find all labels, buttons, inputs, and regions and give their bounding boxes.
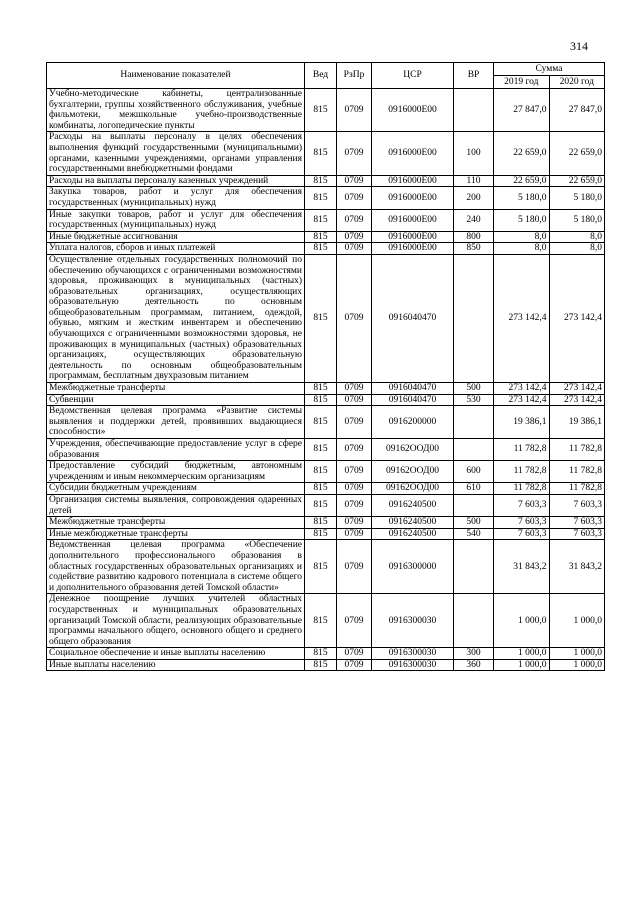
row-rzpr: 0709: [337, 461, 372, 483]
row-sum-2020: 273 142,4: [549, 254, 605, 382]
row-sum-2020: 8,0: [549, 243, 605, 255]
row-ved: 815: [305, 439, 337, 461]
table-row: [47, 528, 605, 540]
row-csr: 0916240500: [372, 517, 454, 529]
row-csr: 09162ООД00: [372, 461, 454, 483]
row-rzpr: 0709: [337, 648, 372, 660]
row-ved: 815: [305, 243, 337, 255]
header-ved: Вед: [305, 63, 337, 89]
row-sum-2019: 8,0: [494, 231, 550, 243]
table-row: [47, 383, 605, 395]
row-sum-2020: 1 000,0: [549, 659, 605, 671]
table-row: [47, 461, 605, 483]
row-name: Учреждения, обеспечивающие предоставление услуг в сфере образования: [47, 439, 305, 461]
row-sum-2020: 11 782,8: [549, 461, 605, 483]
row-csr: 09162ООД00: [372, 483, 454, 495]
table-row: [47, 517, 605, 529]
row-name: Расходы на выплаты персоналу казенных учреждений: [47, 175, 305, 187]
row-name: Иные выплаты населению: [47, 659, 305, 671]
row-ved: 815: [305, 89, 337, 132]
table-header: [47, 63, 605, 89]
row-sum-2019: 31 843,2: [494, 540, 550, 594]
table-row: [47, 175, 605, 187]
row-vr: 610: [454, 483, 494, 495]
row-sum-2020: 273 142,4: [549, 383, 605, 395]
row-vr: 200: [454, 187, 494, 209]
row-vr: 240: [454, 209, 494, 231]
table-row: [47, 132, 605, 175]
row-rzpr: 0709: [337, 209, 372, 231]
header-vr: ВР: [454, 63, 494, 89]
row-rzpr: 0709: [337, 383, 372, 395]
row-vr: 500: [454, 383, 494, 395]
row-csr: 0916300030: [372, 648, 454, 660]
table-row: [47, 243, 605, 255]
row-name: Иные бюджетные ассигнования: [47, 231, 305, 243]
row-csr: 0916000Е00: [372, 132, 454, 175]
row-rzpr: 0709: [337, 132, 372, 175]
header-sum: Сумма: [494, 63, 605, 76]
row-ved: 815: [305, 187, 337, 209]
row-name: Расходы на выплаты персоналу в целях обеспечения выполнения функций государственными (муниципальными) органами, казенными учреждениями, органами управления государственными внебюджетными фондами: [47, 132, 305, 175]
row-csr: 0916200000: [372, 406, 454, 439]
row-sum-2019: 8,0: [494, 243, 550, 255]
row-name: Уплата налогов, сборов и иных платежей: [47, 243, 305, 255]
row-ved: 815: [305, 383, 337, 395]
row-name: Иные закупки товаров, работ и услуг для обеспечения государственных (муниципальных) нужд: [47, 209, 305, 231]
row-sum-2019: 273 142,4: [494, 383, 550, 395]
row-vr: 800: [454, 231, 494, 243]
row-sum-2020: 19 386,1: [549, 406, 605, 439]
header-name: Наименование показателей: [47, 63, 305, 89]
table-body: [47, 89, 605, 671]
row-sum-2019: 22 659,0: [494, 132, 550, 175]
row-csr: 0916000Е00: [372, 231, 454, 243]
table-row: [47, 659, 605, 671]
table-row: [47, 209, 605, 231]
row-name: Ведомственная целевая программа «Обеспечение дополнительного профессионального образования в областных государственных образовательных организациях и содействие развитию кадрового потенциала в системе общего и дополнительного образования детей Томской области»: [47, 540, 305, 594]
row-sum-2019: 5 180,0: [494, 187, 550, 209]
row-ved: 815: [305, 659, 337, 671]
row-sum-2019: 273 142,4: [494, 394, 550, 406]
row-sum-2020: 22 659,0: [549, 175, 605, 187]
row-vr: 850: [454, 243, 494, 255]
row-name: Организация системы выявления, сопровождения одаренных детей: [47, 494, 305, 516]
table-row: [47, 594, 605, 648]
row-rzpr: 0709: [337, 231, 372, 243]
row-csr: 0916000Е00: [372, 175, 454, 187]
row-csr: 0916040470: [372, 394, 454, 406]
row-rzpr: 0709: [337, 187, 372, 209]
row-csr: 0916240500: [372, 494, 454, 516]
header-csr: ЦСР: [372, 63, 454, 89]
row-name: Межбюджетные трансферты: [47, 517, 305, 529]
row-vr: [454, 89, 494, 132]
row-sum-2019: 11 782,8: [494, 461, 550, 483]
table-row: [47, 483, 605, 495]
table-row: [47, 89, 605, 132]
row-csr: 0916000Е00: [372, 243, 454, 255]
row-sum-2020: 273 142,4: [549, 394, 605, 406]
row-sum-2020: 5 180,0: [549, 209, 605, 231]
row-vr: [454, 540, 494, 594]
row-ved: 815: [305, 494, 337, 516]
row-vr: 530: [454, 394, 494, 406]
row-vr: [454, 439, 494, 461]
row-rzpr: 0709: [337, 175, 372, 187]
row-rzpr: 0709: [337, 406, 372, 439]
row-sum-2019: 1 000,0: [494, 648, 550, 660]
header-year-2019: 2019 год: [494, 76, 550, 89]
row-sum-2020: 11 782,8: [549, 439, 605, 461]
row-ved: 815: [305, 461, 337, 483]
row-sum-2019: 7 603,3: [494, 494, 550, 516]
row-sum-2019: 1 000,0: [494, 659, 550, 671]
table-row: [47, 254, 605, 382]
row-name: Осуществление отдельных государственных полномочий по обеспечению обучающихся с ограниченными возможностями здоровья, проживающих в муниципальных (частных) образовательных организациях, осуществляющих образовательную деятельность по основным общеобразовательным программам, питанием, одеждой, обувью, мягким и жестким инвентарем и обеспечению обучающихся с ограниченными возможностями здоровья, не проживающих в муниципальных (частных) образовательных организациях, осуществляющих образовательную деятельность по основным общеобразовательным программам, бесплатным двухразовым питанием: [47, 254, 305, 382]
row-sum-2019: 7 603,3: [494, 517, 550, 529]
row-name: Закупка товаров, работ и услуг для обеспечения государственных (муниципальных) нужд: [47, 187, 305, 209]
row-rzpr: 0709: [337, 439, 372, 461]
row-vr: [454, 594, 494, 648]
row-rzpr: 0709: [337, 517, 372, 529]
page-number: 314: [570, 39, 588, 53]
row-vr: 100: [454, 132, 494, 175]
row-rzpr: 0709: [337, 528, 372, 540]
row-vr: 540: [454, 528, 494, 540]
table-row: [47, 394, 605, 406]
row-rzpr: 0709: [337, 659, 372, 671]
header-year-2020: 2020 год: [549, 76, 605, 89]
row-vr: 600: [454, 461, 494, 483]
row-ved: 815: [305, 406, 337, 439]
row-csr: 0916300000: [372, 540, 454, 594]
row-vr: 360: [454, 659, 494, 671]
row-sum-2020: 7 603,3: [549, 517, 605, 529]
row-sum-2019: 19 386,1: [494, 406, 550, 439]
row-name: Субвенции: [47, 394, 305, 406]
row-vr: [454, 406, 494, 439]
row-csr: 0916300030: [372, 594, 454, 648]
row-sum-2020: 5 180,0: [549, 187, 605, 209]
row-sum-2019: 5 180,0: [494, 209, 550, 231]
row-sum-2019: 11 782,8: [494, 483, 550, 495]
row-name: Социальное обеспечение и иные выплаты населению: [47, 648, 305, 660]
row-rzpr: 0709: [337, 483, 372, 495]
row-ved: 815: [305, 209, 337, 231]
row-name: Денежное поощрение лучших учителей областных государственных и муниципальных образовательных организаций Томской области, реализующих образовательные программы начального общего, основного общего и среднего общего образования: [47, 594, 305, 648]
table-row: [47, 231, 605, 243]
row-ved: 815: [305, 648, 337, 660]
row-rzpr: 0709: [337, 594, 372, 648]
row-csr: 09162ООД00: [372, 439, 454, 461]
row-ved: 815: [305, 231, 337, 243]
row-rzpr: 0709: [337, 254, 372, 382]
row-csr: 0916040470: [372, 254, 454, 382]
row-name: Межбюджетные трансферты: [47, 383, 305, 395]
row-vr: 110: [454, 175, 494, 187]
row-csr: 0916240500: [372, 528, 454, 540]
budget-table: [46, 62, 605, 671]
row-sum-2020: 27 847,0: [549, 89, 605, 132]
row-name: Предоставление субсидий бюджетным, автономным учреждениям и иным некоммерческим организациям: [47, 461, 305, 483]
table-row: [47, 494, 605, 516]
row-csr: 0916300030: [372, 659, 454, 671]
row-sum-2019: 1 000,0: [494, 594, 550, 648]
row-name: Ведомственная целевая программа «Развитие системы выявления и поддержки детей, проявивших выдающиеся способности»: [47, 406, 305, 439]
row-name: Иные межбюджетные трансферты: [47, 528, 305, 540]
row-csr: 0916000Е00: [372, 187, 454, 209]
row-rzpr: 0709: [337, 89, 372, 132]
row-sum-2019: 11 782,8: [494, 439, 550, 461]
row-ved: 815: [305, 540, 337, 594]
row-ved: 815: [305, 132, 337, 175]
table-row: [47, 187, 605, 209]
row-rzpr: 0709: [337, 494, 372, 516]
row-name: Учебно-методические кабинеты, централизованные бухгалтерии, группы хозяйственного обслуживания, учебные фильмотеки, межшкольные учебно-производственные комбинаты, логопедические пункты: [47, 89, 305, 132]
row-sum-2020: 1 000,0: [549, 648, 605, 660]
row-sum-2020: 7 603,3: [549, 494, 605, 516]
row-sum-2020: 8,0: [549, 231, 605, 243]
row-name: Субсидии бюджетным учреждениям: [47, 483, 305, 495]
table-row: [47, 439, 605, 461]
row-vr: [454, 494, 494, 516]
row-ved: 815: [305, 528, 337, 540]
row-sum-2019: 27 847,0: [494, 89, 550, 132]
row-rzpr: 0709: [337, 394, 372, 406]
row-sum-2019: 273 142,4: [494, 254, 550, 382]
header-rzpr: РзПр: [337, 63, 372, 89]
row-ved: 815: [305, 483, 337, 495]
row-csr: 0916000Е00: [372, 209, 454, 231]
table-row: [47, 406, 605, 439]
row-sum-2020: 22 659,0: [549, 132, 605, 175]
row-sum-2020: 7 603,3: [549, 528, 605, 540]
row-rzpr: 0709: [337, 243, 372, 255]
row-ved: 815: [305, 594, 337, 648]
row-vr: 500: [454, 517, 494, 529]
row-ved: 815: [305, 394, 337, 406]
row-ved: 815: [305, 517, 337, 529]
row-sum-2020: 1 000,0: [549, 594, 605, 648]
row-sum-2019: 22 659,0: [494, 175, 550, 187]
row-rzpr: 0709: [337, 540, 372, 594]
row-ved: 815: [305, 254, 337, 382]
row-sum-2020: 11 782,8: [549, 483, 605, 495]
table-row: [47, 540, 605, 594]
row-sum-2019: 7 603,3: [494, 528, 550, 540]
table-row: [47, 648, 605, 660]
row-sum-2020: 31 843,2: [549, 540, 605, 594]
row-csr: 0916040470: [372, 383, 454, 395]
row-csr: 0916000Е00: [372, 89, 454, 132]
row-vr: 300: [454, 648, 494, 660]
row-vr: [454, 254, 494, 382]
row-ved: 815: [305, 175, 337, 187]
